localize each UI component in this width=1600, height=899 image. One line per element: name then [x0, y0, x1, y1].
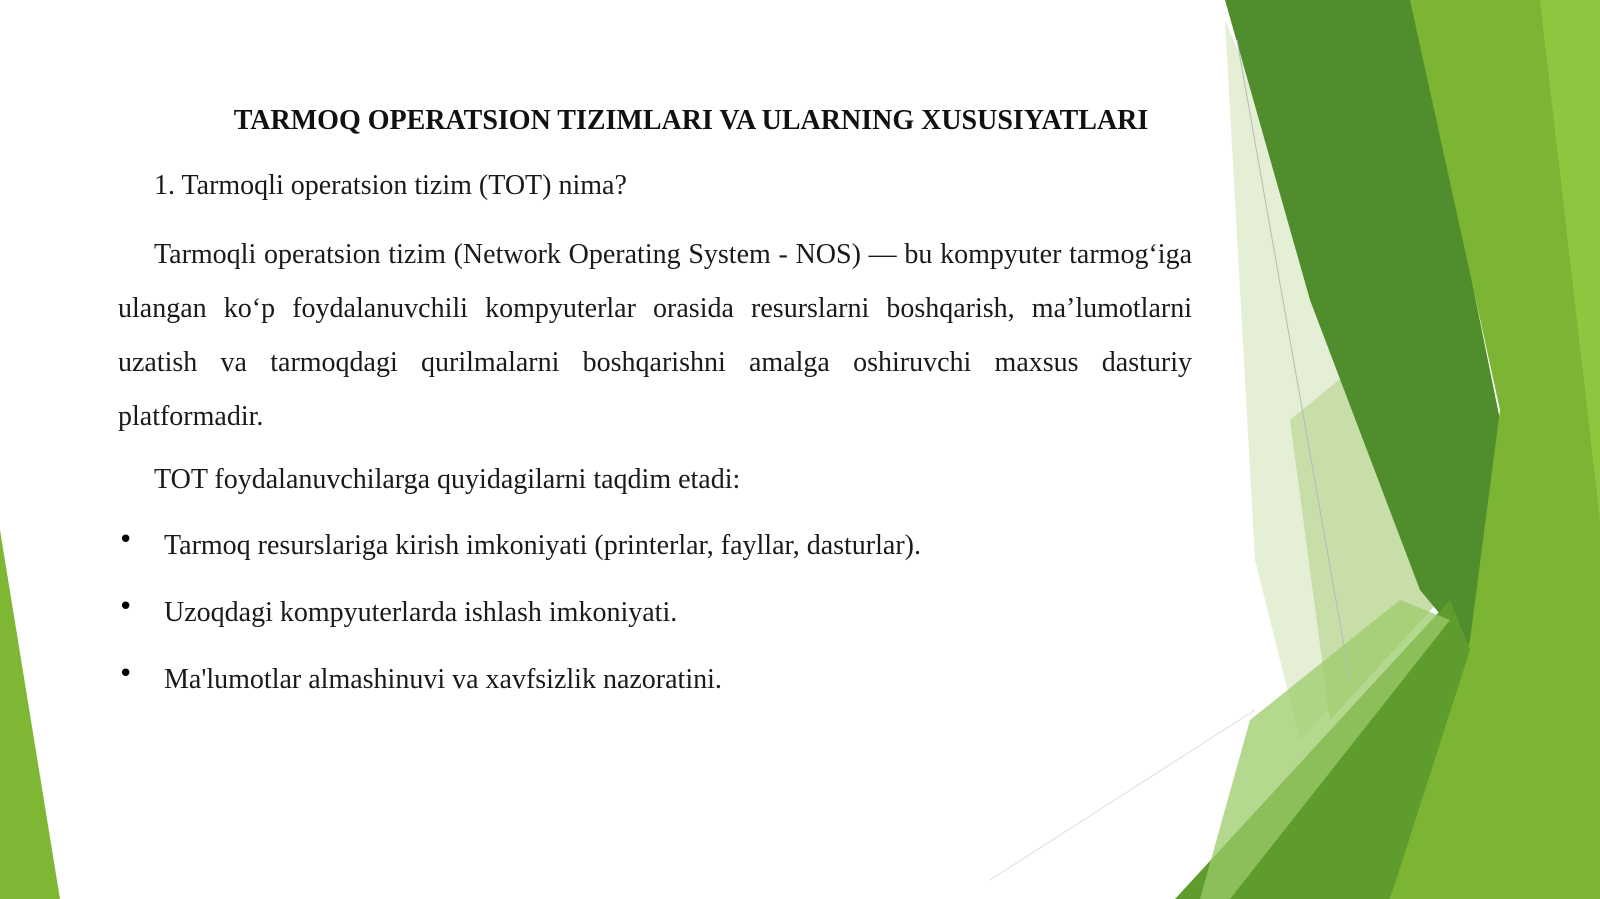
bullet-icon: • — [118, 592, 134, 622]
intro-paragraph: TOT foydalanuvchilarga quyidagilarni taqdim etadi: — [154, 464, 741, 495]
question-heading: 1. Tarmoqli operatsion tizim (TOT) nima? — [154, 170, 627, 201]
left-green-wedge — [0, 530, 60, 899]
slide-title: TARMOQ OPERATSION TIZIMLARI VA ULARNING XUSUSIYATLARI — [233, 105, 1149, 136]
slide-text-area — [118, 96, 1192, 723]
bullet-text: Uzoqdagi kompyuterlarda ishlash imkoniyati. — [164, 597, 678, 628]
definition-paragraph: Tarmoqli operatsion tizim (Network Operating System - NOS) — bu kompyuter tarmog‘iga ulangan ko‘p foydalanuvchili kompyuterlar orasida resurslarni boshqarish, ma’lumotlarni uzatish va tarmoqdagi qurilmalarni boshqarishni amalga oshiruvchi maxsus dasturiy platformadir. — [118, 239, 1192, 432]
feature-bullet-list — [118, 522, 1192, 704]
list-item — [118, 522, 1192, 570]
bullet-icon: • — [118, 525, 134, 555]
list-item — [118, 589, 1192, 637]
bullet-text: Ma'lumotlar almashinuvi va xavfsizlik nazoratini. — [164, 664, 722, 695]
list-item — [118, 656, 1192, 704]
bullet-text: Tarmoq resurslariga kirish imkoniyati (printerlar, fayllar, dasturlar). — [164, 530, 921, 561]
bullet-icon: • — [118, 659, 134, 689]
